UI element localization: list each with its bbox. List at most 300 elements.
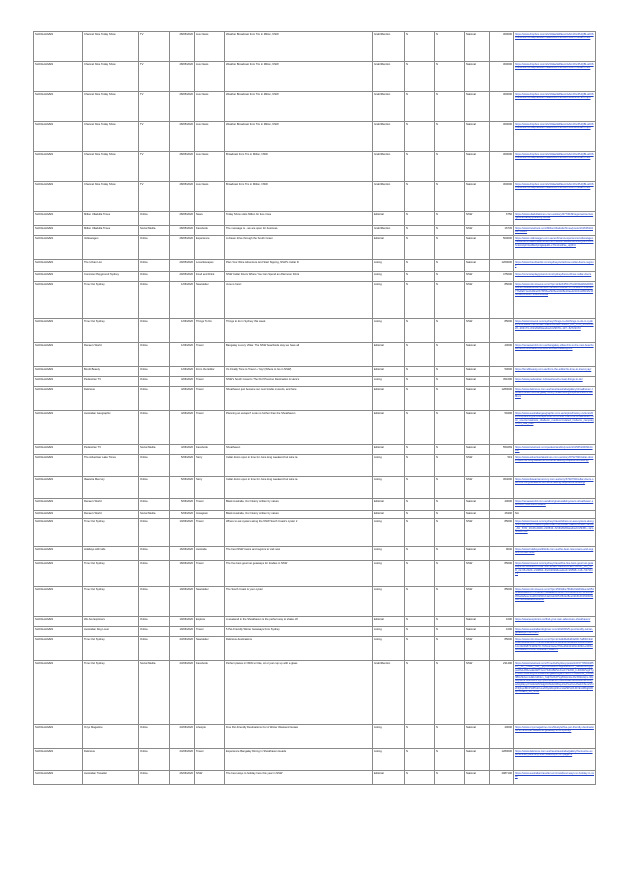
cell-headline: Cellar doors open in time for June long weekend but wine ta bbox=[225, 455, 373, 477]
cell-audience: 1280000 bbox=[490, 387, 514, 411]
cell-reach: National bbox=[465, 92, 490, 122]
cell-link[interactable]: https://www.dropbox.com/sh/4l1lae9idfkero/AAC4XsrPHQBt-aF0SC3o8vVa?dl=0&preview=Video+28-5-20%2C+8+17+31am.mov bbox=[514, 32, 596, 62]
cell-category: Grab/Mention bbox=[373, 182, 405, 212]
cell-reach: National bbox=[465, 343, 490, 367]
cell-reach: National bbox=[465, 32, 490, 62]
cell-outlet: The Urban List bbox=[83, 260, 139, 272]
cell-link[interactable]: https://www.info.timeout.com/?qs=2549dbe7f6d0c0a9490ee1e5546cad4d9ac20f7c51e2eb73eaaaeb64366672f0f21eb15ff7419fc1af05ba0a5eec1a28c0260104a1bebb051f6d128ee02b6b4b0600b8a6437e6f4a9ea00fd0f89b bbox=[514, 587, 596, 617]
cell-region: SHOALHAVEN bbox=[34, 152, 83, 182]
cell-outlet: Volkswagen bbox=[83, 236, 139, 260]
cell-category: Editorial bbox=[373, 343, 405, 367]
cell-flag-b: N bbox=[435, 637, 465, 661]
cell-reach: NSW bbox=[465, 519, 490, 547]
cell-category: Listing bbox=[373, 637, 405, 661]
cell-section: From the Editor bbox=[195, 367, 225, 377]
cell-outlet: Pedestrian TV bbox=[83, 445, 139, 455]
cell-section: Food and Drink bbox=[195, 272, 225, 282]
cell-reach: NSW bbox=[465, 272, 490, 282]
cell-link[interactable]: https://www.volkswagen.com.au/en/brand-experience/volkswagen-newsroom/road-travel-drive.html?fbclid=IwAR2xW9rWQAPFcWSNnNG6j47dsd8l2Ajz3gEqkkD-sTfznfnH3Se_qQ6rU bbox=[514, 236, 596, 260]
cell-reach: NSW bbox=[465, 455, 490, 477]
cell-flag-a: N bbox=[405, 561, 435, 587]
cell-date: 19/06/2020 bbox=[170, 627, 195, 637]
cell-region: SHOALHAVEN bbox=[34, 122, 83, 152]
cell-headline: Shoalhaven just became our next foodie must-do, and here bbox=[225, 387, 373, 411]
cell-reach: NSW bbox=[465, 637, 490, 661]
cell-reach: National bbox=[465, 152, 490, 182]
cell-flag-b: N bbox=[435, 519, 465, 547]
cell-audience: 9040 bbox=[490, 547, 514, 561]
cell-reach: National bbox=[465, 725, 490, 749]
cell-date: 4/06/2020 bbox=[170, 387, 195, 411]
cell-flag-b: N bbox=[435, 617, 465, 627]
cell-link[interactable]: https://www.facebook.com/MiltonUlladullaTimes/posts/10163633499700026 bbox=[514, 226, 596, 236]
cell-region: SHOALHAVEN bbox=[34, 477, 83, 499]
cell-audience: 1000 bbox=[490, 627, 514, 637]
cell-category: Grab/Mention bbox=[373, 152, 405, 182]
cell-media-type: Online bbox=[139, 617, 170, 627]
table-row bbox=[34, 319, 596, 343]
cell-audience: 300000 bbox=[490, 62, 514, 92]
cell-media-type: Social Media bbox=[139, 226, 170, 236]
cell-outlet: We Are Explorers bbox=[83, 617, 139, 627]
cell-section: Live News bbox=[195, 182, 225, 212]
cell-audience: 46300 bbox=[490, 511, 514, 519]
table-row bbox=[34, 771, 596, 785]
cell-outlet: Channel Nine Today Show bbox=[83, 62, 139, 92]
cell-section: Newsletter bbox=[195, 587, 225, 617]
cell-link[interactable]: https://www.dropbox.com/sh/4l1lae9idfkero/AAC4XsrPHQBt-aF0SC3o8vVa?dl=0&preview=Video+28-5-20%2C+8+46+04am.mp4 bbox=[514, 122, 596, 152]
cell-headline: The five best gourmet getaways for foodies in NSW bbox=[225, 561, 373, 587]
cell-media-type: Online bbox=[139, 627, 170, 637]
cell-reach: NSW bbox=[465, 477, 490, 499]
cell-media-type: Online bbox=[139, 587, 170, 617]
cell-media-type: Online bbox=[139, 282, 170, 319]
cell-link[interactable]: https://www.dropbox.com/sh/4l1lae9idfkero/AAC4XsrPHQBt-aF0SC3o8vVa?dl=0&preview=Video+28-5-20%2C+8+49+53am.mov bbox=[514, 152, 596, 182]
table-row bbox=[34, 236, 596, 260]
cell-link[interactable]: https://www.onyxmagazine.com/lifestyle/five-pet-friendly-destinations-for-a-winter-weekend-getaway-from-sydney/ bbox=[514, 725, 596, 749]
cell-headline: A dream drive through the South Coast bbox=[225, 236, 373, 260]
cell-media-type: TV bbox=[139, 62, 170, 92]
cell-headline: Perfect places in NSW to hike, sit or just cup up with a glass bbox=[225, 661, 373, 725]
cell-reach: National bbox=[465, 511, 490, 519]
cell-region: SHOALHAVEN bbox=[34, 587, 83, 617]
table-row bbox=[34, 477, 596, 499]
cell-section: Facebook bbox=[195, 661, 225, 725]
cell-link[interactable]: https://www.dropbox.com/sh/4l1lae9idfkero/AAC4XsrPHQBt-aF0SC3o8vVa?dl=0&preview=Video+28-5-20%2C+8+17+49am.mov bbox=[514, 62, 596, 92]
cell-link[interactable]: https://www.dropbox.com/sh/4l1lae9idfkero/AAC4XsrPHQBt-aF0SC3o8vVa?dl=0&preview=Video+28-5-20%2C+8+21+17am.mp4 bbox=[514, 92, 596, 122]
cell-headline: The South Coast is your oyster bbox=[225, 587, 373, 617]
cell-region: SHOALHAVEN bbox=[34, 771, 83, 785]
cell-category: Editorial bbox=[373, 387, 405, 411]
cell-flag-a: N bbox=[405, 411, 435, 445]
cell-section: Story bbox=[195, 455, 225, 477]
table-row bbox=[34, 511, 596, 519]
cell-outlet: Time Out Sydney bbox=[83, 637, 139, 661]
cell-headline: Plan Your Wine Adventure And Start Sipping, NSW's Cellar D bbox=[225, 260, 373, 272]
cell-section: NSW bbox=[195, 771, 225, 785]
cell-headline: It's Finally Time to Travel + Yay! (Where to Go in NSW) bbox=[225, 367, 373, 377]
cell-flag-a: N bbox=[405, 455, 435, 477]
cell-date: 19/06/2020 bbox=[170, 617, 195, 627]
cell-section: Lifestyle bbox=[195, 725, 225, 749]
cell-audience: 1260000 bbox=[490, 260, 514, 272]
cell-reach: National bbox=[465, 377, 490, 387]
cell-audience: 300000 bbox=[490, 32, 514, 62]
cell-category: Grab/Mention bbox=[373, 122, 405, 152]
cell-audience: 519 bbox=[490, 455, 514, 477]
cell-flag-b: N bbox=[435, 511, 465, 519]
cell-reach: National bbox=[465, 62, 490, 92]
cell-outlet: Australian Geographic bbox=[83, 411, 139, 445]
cell-flag-a: N bbox=[405, 343, 435, 367]
cell-flag-a: N bbox=[405, 282, 435, 319]
cell-headline: Five Pet-Friendly Destinations For A Winter Weekend Getaw bbox=[225, 725, 373, 749]
cell-headline: NSW's South Coast Is The Perf Post-Iso Destination & Here's bbox=[225, 377, 373, 387]
cell-flag-a: N bbox=[405, 499, 435, 511]
cell-flag-a: N bbox=[405, 62, 435, 92]
table-row bbox=[34, 627, 596, 637]
cell-reach: National bbox=[465, 260, 490, 272]
cell-date: 4/06/2020 bbox=[170, 377, 195, 387]
cell-reach: NSW bbox=[465, 212, 490, 226]
cell-date: 5/06/2020 bbox=[170, 477, 195, 499]
table-row bbox=[34, 661, 596, 725]
cell-outlet: Bondi Beauty bbox=[83, 367, 139, 377]
cell-link[interactable]: https://www.illawarramercury.com.au/story/6792790/cellar-doors-open-for-long-weekend-but-wine-tasting-requires-a-booking/ bbox=[514, 477, 596, 499]
cell-link[interactable]: https://www.australiandoglover.com/2020/06/5-pet-friendly-winter-getaways-from.html bbox=[514, 627, 596, 637]
cell-media-type: Online bbox=[139, 377, 170, 387]
cell-region: SHOALHAVEN bbox=[34, 282, 83, 319]
cell-flag-b: N bbox=[435, 387, 465, 411]
cell-date: 28/05/2020 bbox=[170, 212, 195, 226]
cell-section: Instagram bbox=[195, 511, 225, 519]
cell-date: 28/05/2020 bbox=[170, 32, 195, 62]
cell-section: Travel bbox=[195, 561, 225, 587]
cell-audience: 85000 bbox=[490, 319, 514, 343]
cell-audience: 16745 bbox=[490, 226, 514, 236]
cell-media-type: Online bbox=[139, 499, 170, 511]
table-row bbox=[34, 499, 596, 511]
cell-link[interactable]: https://weareexplorers.co/find-your-own-adventure-shoalhaven/ bbox=[514, 617, 596, 627]
cell-link[interactable]: https://www.timeout.com/sydney/things-to-do/things-to-do-in-sydney-this-week?cid=email--DEDICATED--APAC_AU_SYD_01-06-2020--204173--6/1/2020&sodoub=29679--137--52722173 bbox=[514, 319, 596, 343]
cell-audience: 300000 bbox=[490, 152, 514, 182]
cell-date: 23/06/2020 bbox=[170, 725, 195, 749]
cell-media-type: TV bbox=[139, 152, 170, 182]
table-row bbox=[34, 152, 596, 182]
cell-link[interactable]: https://www.delicious.com.au/travel/australia/gallery/food-wine-experiences-youll-only-find-nsw/dt5px7ne?page=3 bbox=[514, 749, 596, 771]
cell-link[interactable]: https://renaesworld.com.au/bangalay-villas-this-is-the-nsw-beachside-accommodation-so-luxe-its-been-waiting-for/ bbox=[514, 343, 596, 367]
cell-audience: 550269 bbox=[490, 445, 514, 455]
cell-date: 28/05/2020 bbox=[170, 226, 195, 236]
cell-flag-b: N bbox=[435, 319, 465, 343]
cell-outlet: Time Out Sydney bbox=[83, 519, 139, 547]
cell-headline: Bangalay Luxury Villas: The NSW beachside stay we have all bbox=[225, 343, 373, 367]
cell-outlet: Time Out Sydney bbox=[83, 661, 139, 725]
cell-media-type: Online bbox=[139, 547, 170, 561]
cell-flag-a: N bbox=[405, 272, 435, 282]
cell-link[interactable]: https://www.pedestrian.tv/travel/south-coast-things-to-do/ bbox=[514, 377, 596, 387]
table-row bbox=[34, 561, 596, 587]
cell-outlet: The Advertiser Lake Times bbox=[83, 455, 139, 477]
cell-headline: Black Australia, Our history written by nature bbox=[225, 499, 373, 511]
cell-media-type: Online bbox=[139, 477, 170, 499]
cell-media-type: Online bbox=[139, 212, 170, 226]
cell-flag-b: N bbox=[435, 367, 465, 377]
cell-date: 29/05/2020 bbox=[170, 272, 195, 282]
cell-audience: 50000 bbox=[490, 367, 514, 377]
cell-reach: National bbox=[465, 182, 490, 212]
table-row bbox=[34, 226, 596, 236]
cell-flag-b: N bbox=[435, 561, 465, 587]
cell-link[interactable]: https://www.info.timeout.com/?qs=dc3e54f511f7c2d0f4a9b6a5001062967c2dd400fd37da7e0978b8d26558f6e767c5c9cdf57c1e32077bdfaf71a1b4bbe0b7f555ee5bf6ed1028e16aed21bb1195196c0f5dbac0cf021f72b2cc0df69a bbox=[514, 282, 596, 319]
cell-flag-a: N bbox=[405, 319, 435, 343]
cell-media-type: Social Media bbox=[139, 511, 170, 519]
table-row bbox=[34, 212, 596, 226]
cell-link[interactable]: https://www.theurbanlist.com/sydney/a-list/nsw-cellar-doors-regions bbox=[514, 260, 596, 272]
cell-audience: 85000 bbox=[490, 561, 514, 587]
cell-date: 28/05/2020 bbox=[170, 236, 195, 260]
cell-flag-b: N bbox=[435, 377, 465, 387]
cell-section: Story bbox=[195, 477, 225, 499]
cell-outlet: Australian Dog Lover bbox=[83, 627, 139, 637]
cell-section: Newsletter bbox=[195, 637, 225, 661]
cell-link[interactable]: https://bondibeauty.com.au/from-the-editor/its-time-to-travel-yay/ bbox=[514, 367, 596, 377]
table-row bbox=[34, 377, 596, 387]
cell-reach: NSW bbox=[465, 661, 490, 725]
cell-audience: 364000 bbox=[490, 477, 514, 499]
cell-headline: Black Australia, Our history written by nature bbox=[225, 511, 373, 519]
cell-date: 23/06/2020 bbox=[170, 661, 195, 725]
cell-link[interactable]: https://www.australiantraveller.com/nsw/best-ways-to-holiday-in-nsw/ bbox=[514, 771, 596, 785]
cell-reach: National bbox=[465, 749, 490, 771]
cell-flag-a: N bbox=[405, 519, 435, 547]
cell-section: Travel bbox=[195, 411, 225, 445]
cell-flag-b: N bbox=[435, 547, 465, 561]
cell-category: Listing bbox=[373, 477, 405, 499]
cell-link[interactable]: https://www.australiangeographic.com.au/topics/history-culture/2020/06/planning-an-escape-look-no-further-than-the-shoalhaven/?utm_source=website_clia&utm_medium=related_inv&utm_campaign=cnt_clia_lnks bbox=[514, 411, 596, 445]
cell-flag-b: N bbox=[435, 411, 465, 445]
cell-region: SHOALHAVEN bbox=[34, 561, 83, 587]
cell-media-type: Social Media bbox=[139, 661, 170, 725]
cell-section: Travel bbox=[195, 343, 225, 367]
cell-audience: 1000 bbox=[490, 617, 514, 627]
cell-media-type: Online bbox=[139, 272, 170, 282]
cell-category: Editorial bbox=[373, 511, 405, 519]
cell-section: Experience bbox=[195, 236, 225, 260]
cell-category: Editorial bbox=[373, 367, 405, 377]
cell-media-type: Online bbox=[139, 411, 170, 445]
cell-category: Editorial bbox=[373, 212, 405, 226]
cell-flag-a: N bbox=[405, 749, 435, 771]
cell-date: 28/05/2020 bbox=[170, 62, 195, 92]
cell-flag-b: N bbox=[435, 499, 465, 511]
cell-media-type: Online bbox=[139, 637, 170, 661]
cell-region: SHOALHAVEN bbox=[34, 387, 83, 411]
table-row bbox=[34, 182, 596, 212]
cell-region: SHOALHAVEN bbox=[34, 260, 83, 272]
cell-headline: The best ways to holiday here this year in NSW bbox=[225, 771, 373, 785]
cell-flag-b: N bbox=[435, 749, 465, 771]
cell-flag-b: N bbox=[435, 226, 465, 236]
table-row bbox=[34, 343, 596, 367]
cell-region: SHOALHAVEN bbox=[34, 182, 83, 212]
cell-link[interactable]: https://www.advertiserlaketimes.com.au/story/6792790/cellar-doors-open-for-long-weekend-but-wine-tasting-requires-a-booking/ bbox=[514, 455, 596, 477]
cell-headline: Planning an escape? Look no further than the Shoalhaven bbox=[225, 411, 373, 445]
cell-link: NA bbox=[514, 511, 596, 519]
cell-date: 1/06/2020 bbox=[170, 282, 195, 319]
cell-headline: The best NSW towns and regions to visit now bbox=[225, 547, 373, 561]
cell-outlet: Pedestrian TV bbox=[83, 377, 139, 387]
cell-audience: 1280000 bbox=[490, 749, 514, 771]
cell-section: Travel bbox=[195, 499, 225, 511]
cell-section: Facebook bbox=[195, 445, 225, 455]
cell-region: SHOALHAVEN bbox=[34, 749, 83, 771]
cell-link[interactable]: https://www.timeout.com/sydney/travel/where-to-eat-oysters-along-the-nsw-south-coasts-oyster-trail?cid=email--DEDICATED--APAC_AU_SYD_16-06-2020--210544--6/16/2020&sodoub=29451--121--44047611 bbox=[514, 519, 596, 547]
cell-section: Newsletter bbox=[195, 282, 225, 319]
cell-outlet: Milton Ulladulla Times bbox=[83, 212, 139, 226]
cell-flag-b: N bbox=[435, 236, 465, 260]
cell-outlet: Channel Nine Today Show bbox=[83, 92, 139, 122]
cell-flag-a: N bbox=[405, 32, 435, 62]
cell-region: SHOALHAVEN bbox=[34, 32, 83, 62]
cell-media-type: Online bbox=[139, 236, 170, 260]
cell-link[interactable]: https://www.facebook.com/TimeOutSydney/posts/10157795944850?__tn__=-R&__xts__[0]=68.ARBTPHgzD3oVmT_N224rOsYgQIpeWwHXBvaoEAWPYeAY5JDvBRVLIfnoFY9s5R_b-6WKRVgFTg07Rw7XcBLt0Q91SNAeMSKgaeZAQan07EUYUYAo8Obr_CnrH4hBUZkdvxmHEU1dbfen_SqFSvfb47Vgf6tGtmbeJbcb5Ze0qm-IRp3BpBhdrWdtv0ecPHy7qtxvzdbaFHTb3B8JBIErGDtDo6aYeN54Qa22gRkpyOVH4rkMVkdgO0XHkCRhsjuOuPcwXvsJhwhXSmsS7c2NQkpnBhrPHPhoDxLw6Ny3dApIIthxcHsZ9Ps0hJ0VEU4Bqj02Rcp7D3ErB_0s_-vCR bbox=[514, 661, 596, 725]
table-row bbox=[34, 725, 596, 749]
cell-flag-a: N bbox=[405, 122, 435, 152]
cell-region: SHOALHAVEN bbox=[34, 627, 83, 637]
cell-headline: June is here! bbox=[225, 282, 373, 319]
cell-outlet: Renae's World bbox=[83, 511, 139, 519]
cell-category: Grab/Mention bbox=[373, 32, 405, 62]
cell-section: Things To Do bbox=[195, 319, 225, 343]
cell-region: SHOALHAVEN bbox=[34, 319, 83, 343]
cell-headline: Weather Broadcast from Tim in Milton, NSW bbox=[225, 92, 373, 122]
cell-region: SHOALHAVEN bbox=[34, 377, 83, 387]
cell-category: Listing bbox=[373, 519, 405, 547]
cell-category: Editorial bbox=[373, 236, 405, 260]
cell-headline: Today Show visits Milton for live cross bbox=[225, 212, 373, 226]
cell-link[interactable]: https://www.dropbox.com/sh/4l1lae9idfkero/AAC4XsrPHQBt-aF0SC3o8vVa?dl=0&preview=Video+28-5-20%2C+8+57+39am.mov bbox=[514, 182, 596, 212]
cell-flag-b: N bbox=[435, 725, 465, 749]
cell-headline: NSW Cellar Doors Where You Can Spend an Afternoon Drink bbox=[225, 272, 373, 282]
cell-media-type: TV bbox=[139, 122, 170, 152]
cell-category: Listing bbox=[373, 260, 405, 272]
cell-date: 1/06/2020 bbox=[170, 343, 195, 367]
cell-outlet: Delicious bbox=[83, 749, 139, 771]
cell-reach: National bbox=[465, 547, 490, 561]
cell-flag-b: N bbox=[435, 152, 465, 182]
cell-flag-b: N bbox=[435, 92, 465, 122]
cell-flag-a: N bbox=[405, 236, 435, 260]
cell-flag-a: N bbox=[405, 377, 435, 387]
cell-media-type: Online bbox=[139, 561, 170, 587]
cell-category: Listing bbox=[373, 319, 405, 343]
cell-category: Editorial bbox=[373, 771, 405, 785]
cell-reach: National bbox=[465, 445, 490, 455]
cell-flag-b: N bbox=[435, 212, 465, 226]
cell-flag-b: N bbox=[435, 122, 465, 152]
cell-audience: 40000 bbox=[490, 499, 514, 511]
cell-category: Listing bbox=[373, 455, 405, 477]
cell-outlet: Illawarra Mercury bbox=[83, 477, 139, 499]
cell-audience: 85000 bbox=[490, 519, 514, 547]
cell-headline: Broadcast from Tim in Milton, NSW bbox=[225, 182, 373, 212]
cell-region: SHOALHAVEN bbox=[34, 455, 83, 477]
cell-headline: The message is - we are open for business. bbox=[225, 226, 373, 236]
cell-date: 28/05/2020 bbox=[170, 92, 195, 122]
cell-category: Listing bbox=[373, 749, 405, 771]
cell-link[interactable]: https://www.timeout.com/sydney/travel/the-five-best-gourmet-getaways-for-foodies-in-nsw?cid=email--DEDICATED--APAC_AU_SYD_22-06-2020--210894--6/22/2020&sodoub=29598--116--52711173 bbox=[514, 561, 596, 587]
cell-audience: 85000 bbox=[490, 637, 514, 661]
cell-section: Facebook bbox=[195, 226, 225, 236]
cell-category: Editorial bbox=[373, 411, 405, 445]
cell-region: SHOALHAVEN bbox=[34, 519, 83, 547]
table-row bbox=[34, 411, 596, 445]
cell-flag-a: N bbox=[405, 212, 435, 226]
cell-date: 28/05/2020 bbox=[170, 182, 195, 212]
cell-flag-a: N bbox=[405, 627, 435, 637]
cell-date: 28/05/2020 bbox=[170, 152, 195, 182]
cell-outlet: Australian Traveller bbox=[83, 771, 139, 785]
cell-region: SHOALHAVEN bbox=[34, 226, 83, 236]
cell-media-type: Online bbox=[139, 319, 170, 343]
cell-section: Travel bbox=[195, 749, 225, 771]
cell-outlet: Milton Ulladulla Times bbox=[83, 226, 139, 236]
cell-outlet: Concrete Playground Sydney bbox=[83, 272, 139, 282]
cell-date: 26/06/2020 bbox=[170, 771, 195, 785]
cell-category: Listing bbox=[373, 282, 405, 319]
cell-flag-a: N bbox=[405, 92, 435, 122]
cell-date: 18/06/2020 bbox=[170, 561, 195, 587]
cell-region: SHOALHAVEN bbox=[34, 62, 83, 92]
cell-media-type: Online bbox=[139, 749, 170, 771]
cell-category: Listing bbox=[373, 627, 405, 637]
cell-audience: 6750 bbox=[490, 212, 514, 226]
cell-link[interactable]: https://renaesworld.com.au/aboriginal-walking-tours-shoalhaven-southern-nsw-south-wales/ bbox=[514, 499, 596, 511]
cell-section: Explore bbox=[195, 617, 225, 627]
cell-media-type: Online bbox=[139, 771, 170, 785]
cell-headline: Shoalhaven bbox=[225, 445, 373, 455]
cell-reach: National bbox=[465, 236, 490, 260]
cell-region: SHOALHAVEN bbox=[34, 617, 83, 627]
cell-category: Grab/Mention bbox=[373, 62, 405, 92]
table-row bbox=[34, 587, 596, 617]
cell-reach: NSW bbox=[465, 282, 490, 319]
cell-date: 16/06/2020 bbox=[170, 547, 195, 561]
cell-category: Listing bbox=[373, 377, 405, 387]
cell-date: 5/06/2020 bbox=[170, 499, 195, 511]
cell-section: Live News bbox=[195, 122, 225, 152]
cell-link[interactable]: https://www.delicious.com.au/travel/australia/gallery/shoalhaven-foodie-bucket-list-bangalay-luxury-villas-dining-experiences/inr5sb8bc3 bbox=[514, 387, 596, 411]
table-row bbox=[34, 272, 596, 282]
table-row bbox=[34, 637, 596, 661]
cell-region: SHOALHAVEN bbox=[34, 411, 83, 445]
cell-link[interactable]: https://concreteplayground.com/sydney/best-of/nsw-cellar-doors bbox=[514, 272, 596, 282]
cell-media-type: TV bbox=[139, 92, 170, 122]
cell-region: SHOALHAVEN bbox=[34, 661, 83, 725]
cell-reach: National bbox=[465, 617, 490, 627]
cell-flag-b: N bbox=[435, 343, 465, 367]
table-row bbox=[34, 367, 596, 377]
table-row bbox=[34, 617, 596, 627]
cell-flag-b: N bbox=[435, 282, 465, 319]
cell-link[interactable]: https://www.holidayswithkids.com.au/the-best-nsw-towns-and-regions-to-visit-now/ bbox=[514, 547, 596, 561]
table-row bbox=[34, 445, 596, 455]
cell-link[interactable]: https://www.ulladullatimes.com.au/story/6773049/regional-tourism-gets-a-handy-publicity-boost/ bbox=[514, 212, 596, 226]
cell-link[interactable]: https://www.info.timeout.com/?qs=2c1a9d6a5dd3a6617a80b19dc18a0f6eea9100c7fbe46c2fa8d22163d2a32f4e9a0d29940fc68d1cb1c49c6687646997017bf9cdc0a4e7f6bed9d4210bb4b8b1e36f4e0065ea40f7c5b3754348dc73ba4f72 bbox=[514, 637, 596, 661]
cell-media-type: Online bbox=[139, 387, 170, 411]
cell-link[interactable]: https://www.facebook.com/pedestrianditv/posts/10156510603124417 bbox=[514, 445, 596, 455]
